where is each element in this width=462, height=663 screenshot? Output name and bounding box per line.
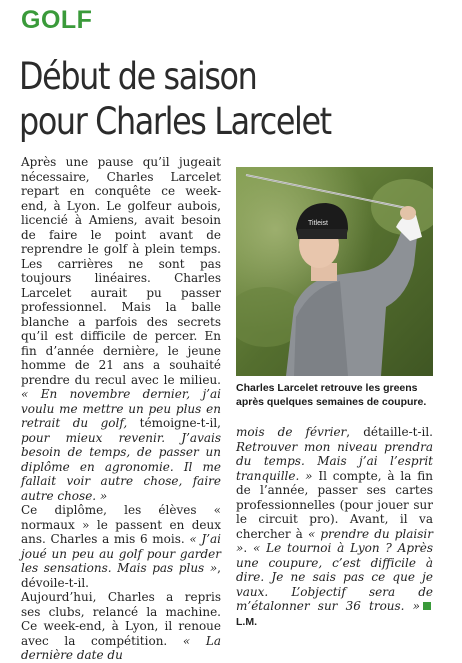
author-signature: L.M. <box>236 615 257 628</box>
paragraph-2 <box>21 503 221 590</box>
quote-run: « En novembre dernier, j’ai voulu me mettre un peu plus en retrait du golf, <box>21 387 221 430</box>
text-run: Il compte, à la fin de l’année, passer ses cartes professionnelles (pour jouer sur le circuit pro). Avant, il va chercher à <box>236 468 433 541</box>
headline-line-2: pour Charles Larcelet <box>19 100 331 143</box>
text-run: Après une pause qu’il jugeait nécessaire, Charles Larcelet repart en conquête ce week-end, à Lyon. Le golfeur aubois, licencié à Amiens, avait besoin de faire le point avant de reprendre le golf à plein temps. Les carrières ne sont pas toujours linéaires. Charles Larcelet aurait pu passer professionnel. Mais la balle blanche a parfois des secrets qu’il est difficile de percer. En fin d’année dernière, le jeune homme de 21 ans a souhaité prendre du recul avec le milieu. <box>21 155 221 387</box>
article-end-square-icon <box>423 602 431 610</box>
quote-run: « prendre du plaisir » <box>236 526 433 555</box>
quote-run: mois de février <box>236 425 347 439</box>
text-run: , détaille-t-il. <box>346 425 433 439</box>
text-run: Ce diplôme, les élèves « normaux » le passent en deux ans. Charles a mis 6 mois. <box>21 503 221 546</box>
text-run: Aujourd’hui, Charles a repris ses clubs, relancé la machine. Ce week-end, à Lyon, il renoue avec la compétition. <box>21 590 221 648</box>
headline <box>19 54 389 144</box>
section-label: GOLF <box>21 6 93 34</box>
golfer-photo-illustration <box>236 167 433 376</box>
text-run: , dévoile-t-il. <box>21 561 221 590</box>
article-column-2 <box>236 425 433 629</box>
quote-run: « J’ai joué un peu au golf pour garder les sensations. Mais pas plus » <box>21 532 222 575</box>
photo-caption: Charles Larcelet retrouve les greens après quelques semaines de coupure. <box>236 382 427 408</box>
paragraph-4 <box>236 425 433 629</box>
text-run: . <box>243 541 253 555</box>
article-column-1 <box>21 155 221 663</box>
cap-logo: Titleist <box>308 220 328 227</box>
paragraph-3 <box>21 590 221 663</box>
quote-run: « Le tournoi à Lyon ? Après une coupure, c’est difficile à dire. Je ne sais pas ce que je vaux. L’objectif sera de m’étalonner sur 36 trous. » <box>236 541 433 613</box>
quote-run: pour mieux revenir. J’avais besoin de temps, de passer un diplôme en agronomie. Il me fallait voir autre chose, faire autre chose. » <box>21 430 221 503</box>
paragraph-1 <box>21 155 221 503</box>
text-run: témoigne-t-il, <box>127 416 221 430</box>
quote-run: « La dernière date du <box>21 633 222 662</box>
golfer-photo <box>236 167 433 376</box>
quote-run: Retrouver mon niveau prendra du temps. Mais j’ai l’esprit tranquille. » <box>236 439 433 483</box>
headline-line-1: Début de saison <box>19 55 257 98</box>
